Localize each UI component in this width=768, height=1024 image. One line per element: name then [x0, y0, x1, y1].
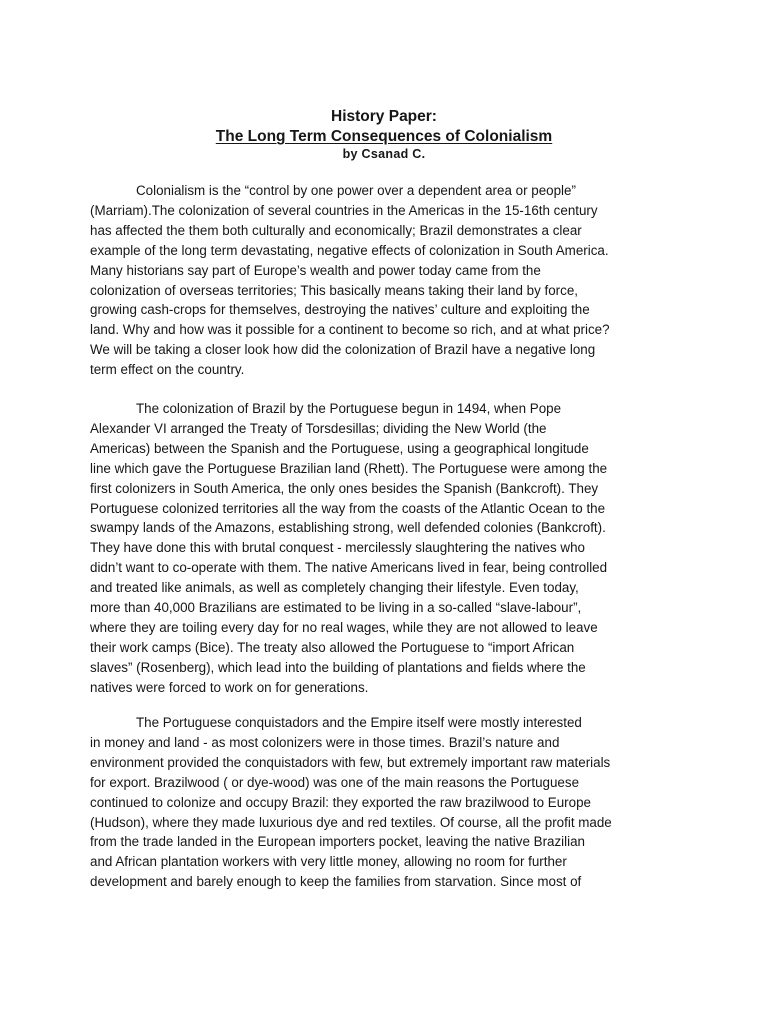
text-line: has affected the them both culturally and economically; Brazil demonstrates a clear [90, 222, 582, 238]
text-line: (Hudson), where they made luxurious dye and red textiles. Of course, all the profit made [90, 814, 612, 830]
text-line: Colonialism is the “control by one power over a dependent area or people” [136, 183, 576, 198]
text-line: slaves” (Rosenberg), which lead into the building of plantations and fields where the [90, 659, 586, 675]
text-line: environment provided the conquistadors with few, but extremely important raw materials [90, 754, 611, 770]
text-line: Many historians say part of Europe’s wealth and power today came from the [90, 262, 541, 278]
text-line: Americas) between the Spanish and the Portuguese, using a geographical longitude [90, 440, 589, 456]
text-line: (Marriam).The colonization of several countries in the Americas in the 15-16th century [90, 202, 598, 218]
paragraph-2 [90, 399, 690, 698]
text-line: They have done this with brutal conquest - mercilessly slaughtering the natives who [90, 540, 585, 556]
text-line: and treated like animals, as well as completely changing their lifestyle. Even today, [90, 580, 579, 596]
text-line: didn’t want to co-operate with them. The native Americans lived in fear, being controlled [90, 560, 608, 576]
text-line: where they are toiling every day for no real wages, while they are not allowed to leave [90, 619, 598, 635]
text-line: in money and land - as most colonizers were in those times. Brazil’s nature and [90, 734, 560, 750]
text-line: more than 40,000 Brazilians are estimated to be living in a so-called “slave-labour”, [90, 600, 582, 616]
text-line: continued to colonize and occupy Brazil: they exported the raw brazilwood to Europe [90, 794, 591, 810]
paragraph-1 [90, 181, 690, 380]
paragraph-3 [90, 713, 690, 892]
text-line: development and barely enough to keep the families from starvation. Since most of [90, 874, 582, 890]
text-line: colonization of overseas territories; This basically means taking their land by force, [90, 282, 578, 298]
text-line: natives were forced to work on for generations. [90, 679, 369, 695]
text-line: swampy lands of the Amazons, establishing strong, well defended colonies (Bankcroft). [90, 520, 606, 536]
text-line: their work camps (Bice). The treaty also allowed the Portuguese to “import African [90, 639, 575, 655]
author-byline: by Csanad C. [342, 147, 426, 161]
text-line: and African plantation workers with very little money, allowing no room for further [90, 854, 567, 870]
text-line: The colonization of Brazil by the Portuguese begun in 1494, when Pope [136, 401, 562, 416]
text-line: example of the long term devastating, negative effects of colonization in South America. [90, 242, 609, 258]
text-line: The Portuguese conquistadors and the Empire itself were mostly interested [136, 715, 582, 730]
text-line: from the trade landed in the European importers pocket, leaving the native Brazilian [90, 834, 585, 850]
text-line: Portuguese colonized territories all the way from the coasts of the Atlantic Ocean to the [90, 500, 606, 516]
text-line: Alexander VI arranged the Treaty of Torsdesillas; dividing the New World (the [90, 420, 547, 436]
text-line: term effect on the country. [90, 362, 245, 378]
text-line: land. Why and how was it possible for a continent to become so rich, and at what price? [90, 322, 610, 338]
paper-heading: History Paper: [331, 108, 437, 125]
text-line: first colonizers in South America, the only ones besides the Spanish (Bankcroft). They [90, 480, 599, 496]
text-line: for export. Brazilwood ( or dye-wood) was one of the main reasons the Portuguese [90, 774, 580, 790]
text-line: line which gave the Portuguese Brazilian land (Rhett). The Portuguese were among the [90, 460, 608, 476]
text-line: We will be taking a closer look how did the colonization of Brazil have a negative long [90, 342, 596, 358]
text-line: growing cash-crops for themselves, destroying the natives’ culture and exploiting the [90, 302, 590, 318]
paper-title: The Long Term Consequences of Colonialism [215, 128, 553, 145]
